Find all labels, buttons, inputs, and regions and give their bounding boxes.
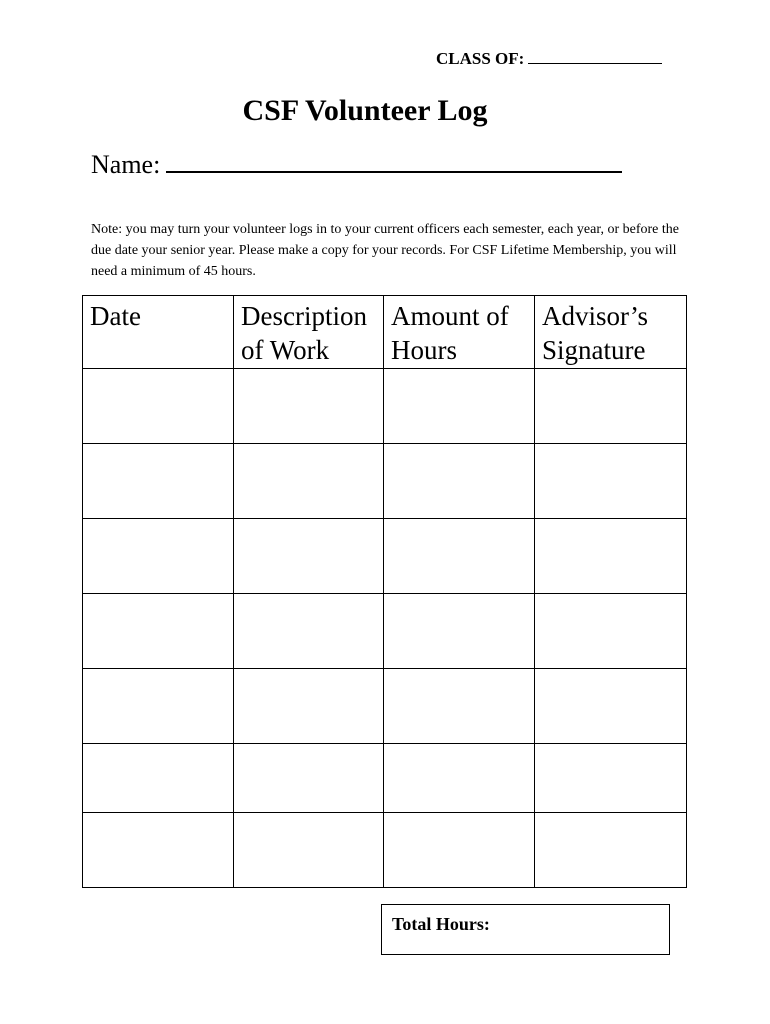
page-title-text: CSF Volunteer Log	[242, 94, 488, 127]
table-row	[83, 813, 687, 888]
table-row	[83, 744, 687, 813]
total-hours-label: Total Hours:	[392, 914, 490, 934]
note-paragraph: Note: you may turn your volunteer logs in to your current officers each semester, each year, or before the due date your senior year. Please make a copy for your records. For CSF Lifetime Membership, you will need a minimum of 45 hours.	[91, 222, 679, 279]
class-of-field	[436, 49, 662, 69]
table-row	[83, 444, 687, 519]
description-cell[interactable]	[234, 813, 384, 888]
column-header-hours: Amount of Hours	[384, 296, 535, 369]
hours-cell[interactable]	[384, 669, 535, 744]
description-cell[interactable]	[234, 594, 384, 669]
table-row	[83, 669, 687, 744]
name-field	[91, 150, 622, 180]
column-header-signature: Advisor’s Signature	[535, 296, 687, 369]
description-cell[interactable]	[234, 369, 384, 444]
date-cell[interactable]	[83, 744, 234, 813]
class-of-blank-line[interactable]	[528, 51, 662, 64]
description-cell[interactable]	[234, 444, 384, 519]
hours-cell[interactable]	[384, 744, 535, 813]
date-cell[interactable]	[83, 369, 234, 444]
signature-cell[interactable]	[535, 369, 687, 444]
signature-cell[interactable]	[535, 744, 687, 813]
page-title	[0, 94, 730, 128]
date-cell[interactable]	[83, 594, 234, 669]
table-row	[83, 519, 687, 594]
hours-cell[interactable]	[384, 813, 535, 888]
date-cell[interactable]	[83, 669, 234, 744]
signature-cell[interactable]	[535, 444, 687, 519]
column-header-description: Description of Work	[234, 296, 384, 369]
signature-cell[interactable]	[535, 813, 687, 888]
signature-cell[interactable]	[535, 669, 687, 744]
description-cell[interactable]	[234, 744, 384, 813]
table-header-row	[83, 296, 687, 369]
signature-cell[interactable]	[535, 519, 687, 594]
hours-cell[interactable]	[384, 519, 535, 594]
date-cell[interactable]	[83, 444, 234, 519]
column-header-date: Date	[83, 296, 234, 369]
date-cell[interactable]	[83, 519, 234, 594]
signature-cell[interactable]	[535, 594, 687, 669]
table-row	[83, 369, 687, 444]
description-cell[interactable]	[234, 669, 384, 744]
volunteer-log-table	[82, 295, 687, 888]
date-cell[interactable]	[83, 813, 234, 888]
hours-cell[interactable]	[384, 369, 535, 444]
name-label: Name:	[91, 150, 161, 179]
hours-cell[interactable]	[384, 594, 535, 669]
table-row	[83, 594, 687, 669]
name-blank-line[interactable]	[166, 151, 622, 173]
description-cell[interactable]	[234, 519, 384, 594]
total-hours-box[interactable]	[381, 904, 670, 955]
class-of-label: CLASS OF:	[436, 49, 525, 68]
hours-cell[interactable]	[384, 444, 535, 519]
